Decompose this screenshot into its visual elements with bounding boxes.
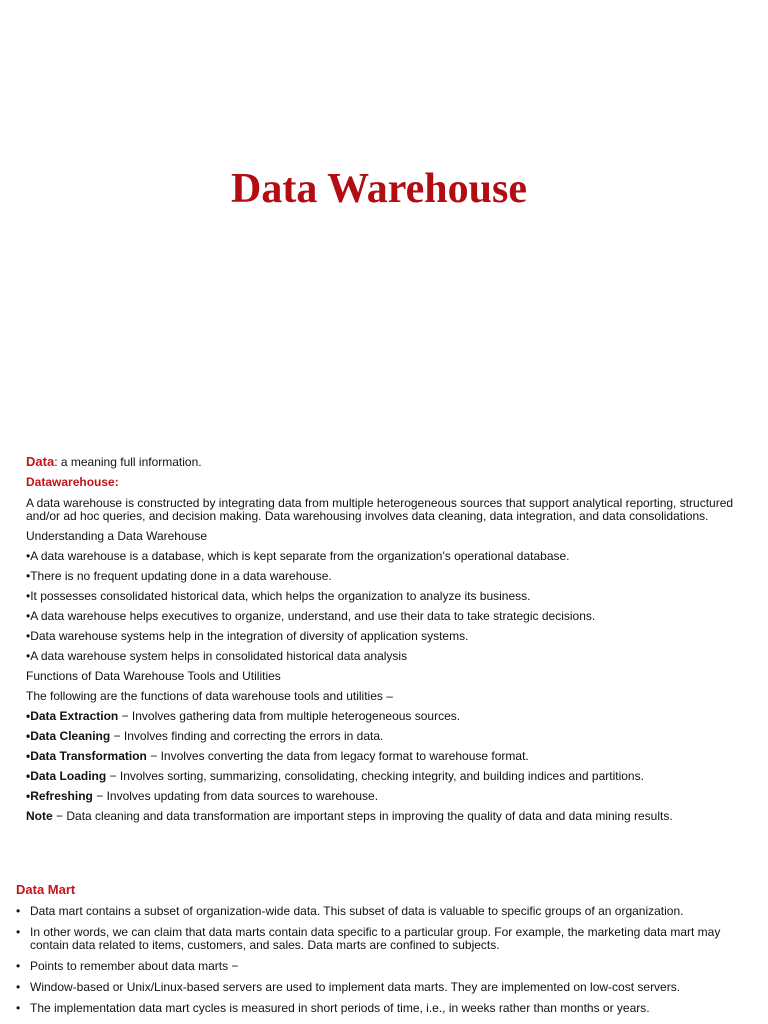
data-mart-point-text: The implementation data mart cycles is measured in short periods of time, i.e., in weeks rather than months or years.: [30, 1001, 650, 1015]
function-item: [26, 730, 756, 743]
understanding-point: •There is no frequent updating done in a data warehouse.: [26, 569, 332, 583]
data-mart-point: [16, 981, 756, 994]
function-desc: − Involves updating from data sources to warehouse.: [92, 789, 379, 803]
understanding-point: •A data warehouse helps executives to organize, understand, and use their data to take strategic decisions.: [26, 609, 596, 623]
note-desc: − Data cleaning and data transformation are important steps in improving the quality of data and data mining results.: [52, 809, 673, 823]
function-item: [26, 770, 756, 783]
page-title: Data Warehouse: [231, 166, 527, 212]
data-definition-text: : a meaning full information.: [54, 455, 202, 469]
data-mart-point: [16, 1002, 756, 1015]
data-mart-point: [16, 905, 756, 918]
data-term: Data: [26, 454, 55, 469]
function-desc: − Involves finding and correcting the errors in data.: [110, 729, 384, 743]
functions-heading: Functions of Data Warehouse Tools and Utilities: [26, 669, 281, 683]
data-mart-point-text: Data mart contains a subset of organization-wide data. This subset of data is valuable to specific groups of an organization.: [30, 904, 684, 918]
data-mart-section: [16, 883, 756, 1023]
bullet-icon: •: [16, 1001, 21, 1015]
data-mart-heading: Data Mart: [16, 882, 76, 897]
data-mart-point: [16, 926, 756, 952]
datawarehouse-paragraph: A data warehouse is constructed by integrating data from multiple heterogeneous sources that support analytical reporting, structured and/or ad hoc queries, and decision making. Data warehousing involves data cleaning, data integration, and data consolidations.: [26, 496, 734, 523]
data-mart-point-text: In other words, we can claim that data marts contain data specific to a particular group. For example, the marketing data mart may contain data related to items, customers, and sales. Data marts are confined to subjects.: [30, 925, 721, 952]
data-warehouse-section: [26, 455, 756, 830]
function-term: •Data Cleaning: [26, 729, 111, 743]
understanding-point: •Data warehouse systems help in the integration of diversity of application systems.: [26, 629, 469, 643]
function-desc: − Involves gathering data from multiple heterogeneous sources.: [118, 709, 461, 723]
datawarehouse-heading: Datawarehouse:: [26, 475, 119, 489]
function-term: •Data Loading: [26, 769, 107, 783]
bullet-icon: •: [16, 904, 21, 918]
data-mart-point-text: Points to remember about data marts −: [30, 959, 239, 973]
data-definition: [26, 455, 756, 469]
function-item: [26, 790, 756, 803]
bullet-icon: •: [16, 980, 21, 994]
function-item: [26, 750, 756, 763]
understanding-point: •It possesses consolidated historical data, which helps the organization to analyze its business.: [26, 589, 531, 603]
bullet-icon: •: [16, 925, 21, 939]
function-term: •Data Extraction: [26, 709, 119, 723]
data-mart-point: [16, 960, 756, 973]
data-mart-point-text: Window-based or Unix/Linux-based servers are used to implement data marts. They are implemented on low-cost servers.: [30, 980, 681, 994]
note: [26, 810, 756, 823]
understanding-point: •A data warehouse system helps in consolidated historical data analysis: [26, 649, 408, 663]
functions-intro: The following are the functions of data warehouse tools and utilities –: [26, 689, 393, 703]
function-desc: − Involves sorting, summarizing, consolidating, checking integrity, and building indices and partitions.: [106, 769, 644, 783]
note-term: Note: [26, 809, 53, 823]
function-term: •Data Transformation: [26, 749, 147, 763]
understanding-point: •A data warehouse is a database, which is kept separate from the organization's operational database.: [26, 549, 570, 563]
function-item: [26, 710, 756, 723]
bullet-icon: •: [16, 959, 21, 973]
function-desc: − Involves converting the data from legacy format to warehouse format.: [146, 749, 529, 763]
function-term: •Refreshing: [26, 789, 93, 803]
understanding-heading: Understanding a Data Warehouse: [26, 529, 207, 543]
